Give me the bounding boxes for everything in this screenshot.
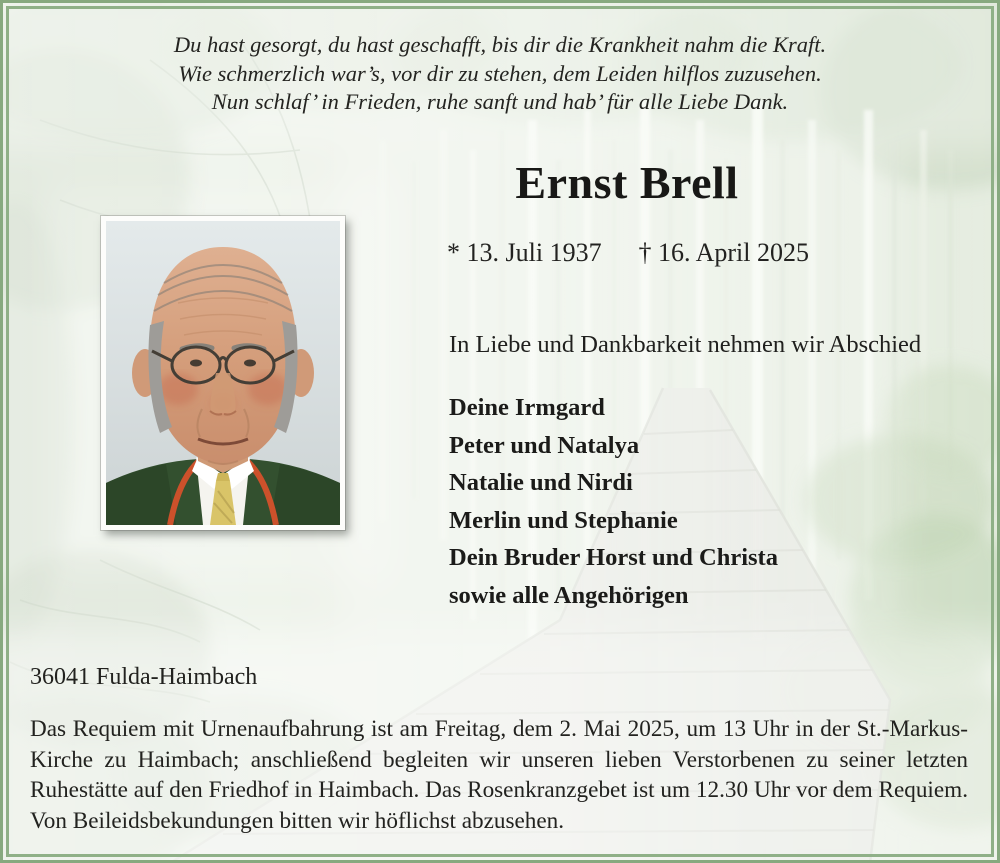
- mourner-line: Peter und Natalya: [449, 431, 640, 459]
- address-line: 36041 Fulda-Haimbach: [30, 664, 258, 690]
- mourner-line: Natalie und Nirdi: [449, 469, 633, 496]
- mourner-line: Dein Bruder Horst und Christa: [449, 544, 778, 571]
- mourners-list: [449, 389, 778, 614]
- memorial-verse: [0, 31, 1000, 117]
- verse-line-2: Wie schmerzlich war’s, vor dir zu stehen, dem Leiden hilflos zuzusehen.: [178, 60, 822, 86]
- deceased-name: Ernst Brell: [515, 157, 739, 208]
- verse-line-3: Nun schlaf’ in Frieden, ruhe sanft und hab’ für alle Liebe Dank.: [211, 89, 789, 114]
- life-dates: [447, 238, 809, 268]
- farewell-line: In Liebe und Dankbarkeit nehmen wir Abschied: [449, 331, 922, 358]
- portrait-illustration: [106, 221, 340, 525]
- funeral-announcement: Das Requiem mit Urnenaufbahrung ist am Freitag, dem 2. Mai 2025, um 13 Uhr in der St.-Markus-Kirche zu Haimbach; anschließend begleiten wir unseren lieben Verstorbenen zu seiner letzten Ruhestätte auf den Friedhof in Haimbach. Das Rosenkranzgebet ist um 12.30 Uhr vor dem Requiem. Von Beileidsbekundungen bitten wir höflichst abzusehen.: [30, 716, 968, 834]
- mourner-line: Merlin und Stephanie: [449, 506, 678, 534]
- birth-date: * 13. Juli 1937: [447, 238, 602, 267]
- verse-line-1: Du hast gesorgt, du hast geschafft, bis dir die Krankheit nahm die Kraft.: [173, 32, 827, 57]
- mourner-line: Deine Irmgard: [449, 394, 605, 421]
- death-date: † 16. April 2025: [638, 238, 809, 267]
- portrait-photo: [101, 216, 345, 530]
- mourner-line: sowie alle Angehörigen: [449, 581, 689, 609]
